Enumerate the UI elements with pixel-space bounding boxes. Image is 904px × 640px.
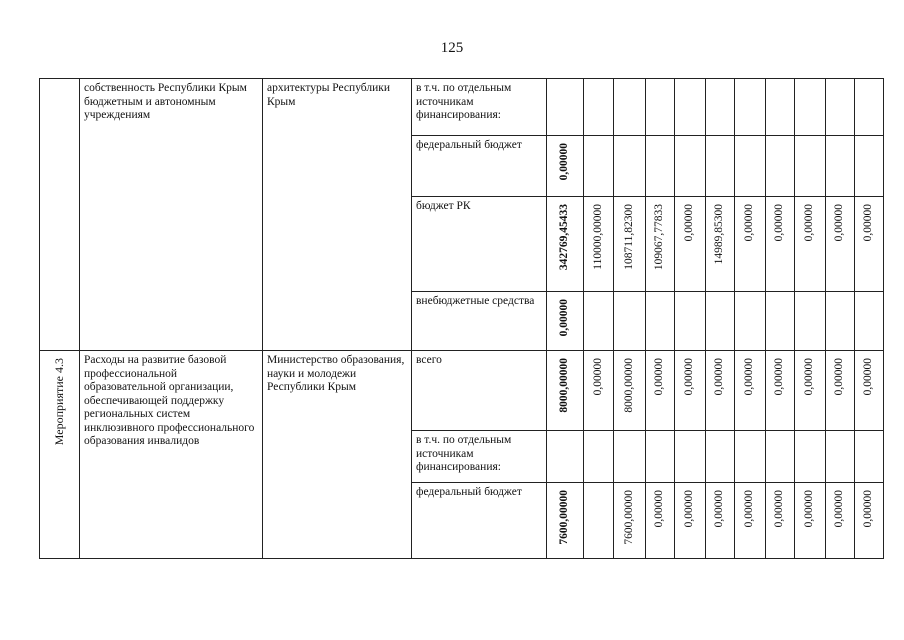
table-row [40, 79, 884, 136]
value-cell: 0,00000 [826, 350, 855, 430]
value-cell: 0,00000 [766, 350, 795, 430]
value-cell [855, 136, 884, 197]
value-cell: 108711,82300 [614, 197, 646, 292]
value-cell [795, 292, 826, 351]
value-cell [584, 482, 614, 558]
executor-cell: Министерство образования, науки и молодежи Республики Крым [263, 350, 412, 558]
value-cell: 0,00000 [795, 482, 826, 558]
source-cell: бюджет РК [412, 197, 547, 292]
measure-block [40, 350, 884, 558]
value-cell [735, 430, 766, 482]
value-cell: 110000,00000 [584, 197, 614, 292]
value-cell [646, 430, 675, 482]
value-cell [614, 136, 646, 197]
table-row [40, 350, 884, 430]
value-cell [766, 430, 795, 482]
budget-table [39, 78, 884, 559]
value-cell: 8000,00000 [614, 350, 646, 430]
value-cell [735, 136, 766, 197]
value-cell: 109067,77833 [646, 197, 675, 292]
measure-label-cell-empty [40, 79, 80, 351]
measure-label: Мероприятие 4.3 [52, 357, 67, 446]
value-cell [766, 136, 795, 197]
source-cell: федеральный бюджет [412, 482, 547, 558]
value-cell [584, 79, 614, 136]
value-cell: 0,00000 [826, 197, 855, 292]
value-cell [675, 79, 706, 136]
value-cell [614, 430, 646, 482]
page-number: 125 [440, 40, 464, 56]
value-cell: 0,00000 [826, 482, 855, 558]
value-cell [826, 136, 855, 197]
executor-cell: архитектуры Республики Крым [263, 79, 412, 351]
value-cell [584, 292, 614, 351]
value-cell [646, 292, 675, 351]
measure-name-cell: собственность Республики Крым бюджетным и автономным учреждениям [80, 79, 263, 351]
value-cell [855, 292, 884, 351]
value-cell [584, 136, 614, 197]
source-cell: федеральный бюджет [412, 136, 547, 197]
value-cell: 7600,00000 [547, 482, 584, 558]
value-cell: 342769,45433 [547, 197, 584, 292]
value-cell [614, 292, 646, 351]
value-cell: 0,00000 [855, 197, 884, 292]
value-cell: 0,00000 [675, 482, 706, 558]
value-cell [584, 430, 614, 482]
value-cell: 0,00000 [646, 350, 675, 430]
value-cell: 0,00000 [706, 350, 735, 430]
value-cell [706, 292, 735, 351]
source-cell: в т.ч. по отдельным источникам финансирования: [412, 430, 547, 482]
value-cell [855, 430, 884, 482]
value-cell: 8000,00000 [547, 350, 584, 430]
value-cell: 0,00000 [795, 350, 826, 430]
value-cell [706, 136, 735, 197]
value-cell [826, 430, 855, 482]
value-cell [735, 79, 766, 136]
value-cell: 0,00000 [547, 292, 584, 351]
value-cell [735, 292, 766, 351]
value-cell: 0,00000 [766, 197, 795, 292]
value-cell: 0,00000 [855, 482, 884, 558]
value-cell: 14989,85300 [706, 197, 735, 292]
value-cell: 0,00000 [766, 482, 795, 558]
value-cell [706, 79, 735, 136]
top-block [40, 79, 884, 351]
source-cell: внебюджетные средства [412, 292, 547, 351]
value-cell: 7600,00000 [614, 482, 646, 558]
value-cell: 0,00000 [646, 482, 675, 558]
value-cell [646, 136, 675, 197]
value-cell [675, 136, 706, 197]
value-cell [675, 292, 706, 351]
value-cell [646, 79, 675, 136]
value-cell [614, 79, 646, 136]
value-cell [766, 292, 795, 351]
value-cell [855, 79, 884, 136]
value-cell: 0,00000 [547, 136, 584, 197]
value-cell: 0,00000 [675, 197, 706, 292]
value-cell [547, 430, 584, 482]
value-cell [675, 430, 706, 482]
value-cell: 0,00000 [584, 350, 614, 430]
source-cell: в т.ч. по отдельным источникам финансирования: [412, 79, 547, 136]
value-cell [795, 430, 826, 482]
value-cell: 0,00000 [675, 350, 706, 430]
value-cell: 0,00000 [735, 482, 766, 558]
value-cell [795, 79, 826, 136]
value-cell: 0,00000 [795, 197, 826, 292]
value-cell: 0,00000 [735, 350, 766, 430]
measure-label-cell [40, 350, 80, 558]
value-cell: 0,00000 [706, 482, 735, 558]
source-cell: всего [412, 350, 547, 430]
value-cell [826, 79, 855, 136]
value-cell: 0,00000 [735, 197, 766, 292]
measure-name-cell: Расходы на развитие базовой профессиональной образовательной организации, обеспечивающей поддержку региональных систем инклюзивного профессионального образования инвалидов [80, 350, 263, 558]
value-cell: 0,00000 [855, 350, 884, 430]
value-cell [706, 430, 735, 482]
value-cell [795, 136, 826, 197]
value-cell [766, 79, 795, 136]
value-cell [826, 292, 855, 351]
value-cell [547, 79, 584, 136]
